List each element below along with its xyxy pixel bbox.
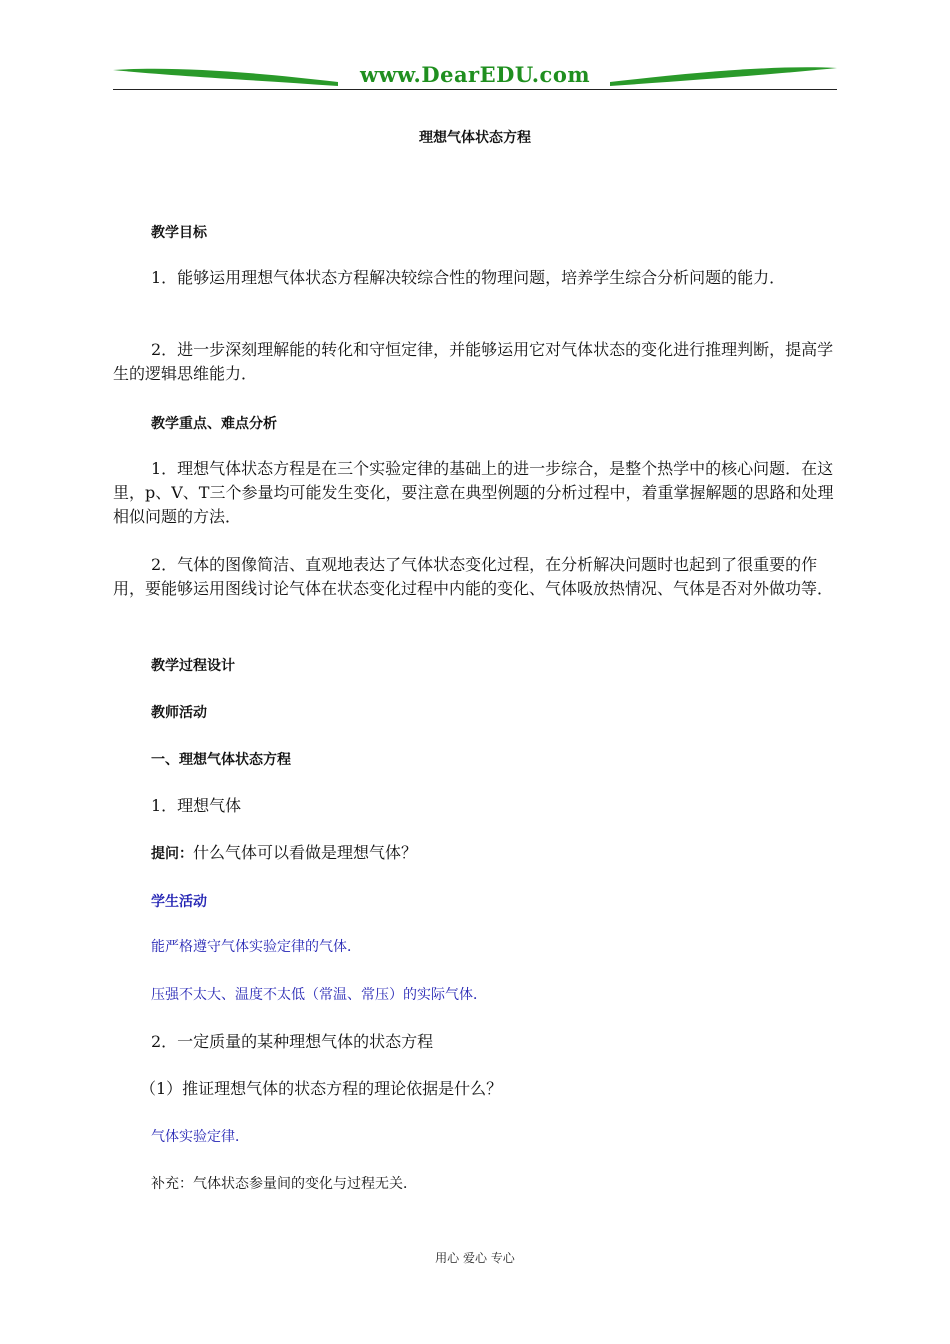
heading-process: 教学过程设计 — [151, 658, 235, 674]
key-point-2: 2．气体的图像简洁、直观地表达了气体状态变化过程，在分析解决问题时也起到了很重要的作用，要能够运用图线讨论气体在状态变化过程中内能的变化、气体吸放热情况、气体是否对外做功等． — [113, 555, 834, 598]
page-title: 理想气体状态方程 — [419, 130, 531, 146]
heading-teacher-activity: 教师活动 — [151, 705, 207, 721]
answer-2: 压强不太大、温度不太低（常温、常压）的实际气体． — [151, 987, 487, 1003]
supplement-note: 补充：气体状态参量间的变化与过程无关． — [151, 1176, 417, 1192]
answer-1: 能严格遵守气体实验定律的气体． — [151, 939, 361, 955]
objective-2: 2．进一步深刻理解能的转化和守恒定律，并能够运用它对气体状态的变化进行推理判断，提高学生的逻辑思维能力． — [113, 340, 834, 383]
question-label: 提问： — [151, 846, 193, 862]
answer-3: 气体实验定律． — [151, 1129, 249, 1145]
header-rule — [113, 89, 837, 90]
key-point-1: 1．理想气体状态方程是在三个实验定律的基础上的进一步综合，是整个热学中的核心问题．在这里，p、V、T三个参量均可能发生变化，要注意在典型例题的分析过程中，着重掌握解题的思路和处理相似问题的方法． — [113, 459, 834, 526]
question-line — [151, 841, 417, 866]
header-banner — [113, 60, 837, 92]
heading-key-points: 教学重点、难点分析 — [151, 416, 277, 432]
sub-question-1: （1）推证理想气体的状态方程的理论依据是什么？ — [140, 1079, 503, 1098]
heading-objectives: 教学目标 — [151, 225, 207, 241]
page-footer: 用心 爱心 专心 — [435, 1251, 515, 1265]
item-state-equation: 2．一定质量的某种理想气体的状态方程 — [151, 1032, 434, 1051]
heading-section-1: 一、理想气体状态方程 — [151, 752, 291, 768]
question-text: 什么气体可以看做是理想气体？ — [193, 843, 418, 862]
site-logo[interactable]: www.DearEDU.com — [359, 62, 591, 87]
heading-student-activity: 学生活动 — [151, 894, 207, 910]
item-ideal-gas: 1．理想气体 — [151, 796, 242, 815]
objective-1: 1．能够运用理想气体状态方程解决较综合性的物理问题，培养学生综合分析问题的能力． — [151, 268, 786, 287]
